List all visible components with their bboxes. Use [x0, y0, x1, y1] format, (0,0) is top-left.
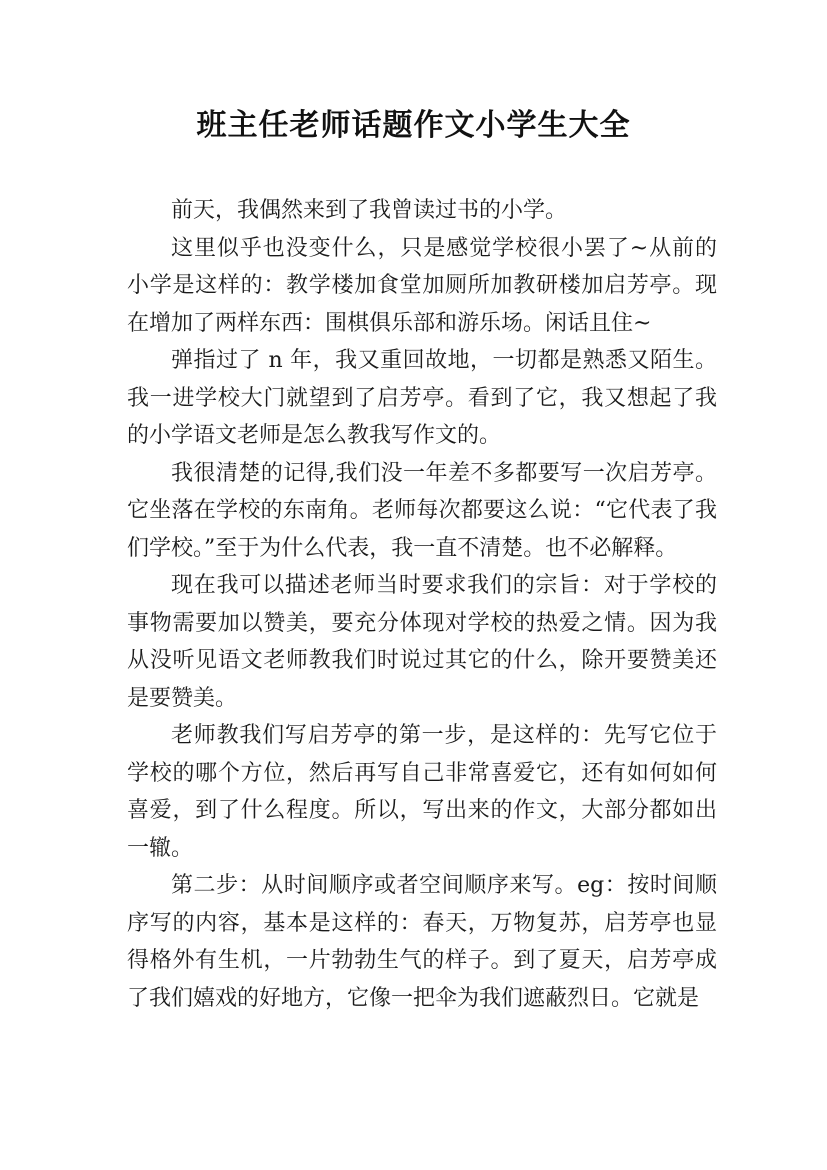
paragraph: 我很清楚的记得,我们没一年差不多都要写一次启芳亭。它坐落在学校的东南角。老师每次都要这么说：“它代表了我们学校。”至于为什么代表，我一直不清楚。也不必解释。 — [127, 460, 717, 561]
paragraph: 弹指过了 n 年，我又重回故地，一切都是熟悉又陌生。我一进学校大门就望到了启芳亭。看到了它，我又想起了我的小学语文老师是怎么教我写作文的。 — [127, 348, 717, 448]
paragraph: 第二步：从时间顺序或者空间顺序来写。eg：按时间顺序写的内容，基本是这样的：春天，万物复苏，启芳亭也显得格外有生机，一片勃勃生气的样子。到了夏天，启芳亭成了我们嬉戏的好地方，它像一把伞为我们遮蔽烈日。它就是 — [127, 873, 717, 1011]
paragraph: 现在我可以描述老师当时要求我们的宗旨：对于学校的事物需要加以赞美，要充分体现对学校的热爱之情。因为我从没听见语文老师教我们时说过其它的什么，除开要赞美还是要赞美。 — [127, 573, 717, 711]
paragraph: 这里似乎也没变什么，只是感觉学校很小罢了~从前的小学是这样的：教学楼加食堂加厕所加教研楼加启芳亭。现在增加了两样东西：围棋俱乐部和游乐场。闲话且住~ — [127, 235, 717, 336]
paragraph: 老师教我们写启芳亭的第一步，是这样的：先写它位于学校的哪个方位，然后再写自己非常喜爱它，还有如何如何喜爱，到了什么程度。所以，写出来的作文，大部分都如出一辙。 — [127, 723, 717, 861]
document-title: 班主任老师话题作文小学生大全 — [196, 108, 631, 143]
paragraph: 前天，我偶然来到了我曾读过书的小学。 — [171, 198, 568, 223]
document-body — [127, 192, 717, 1017]
